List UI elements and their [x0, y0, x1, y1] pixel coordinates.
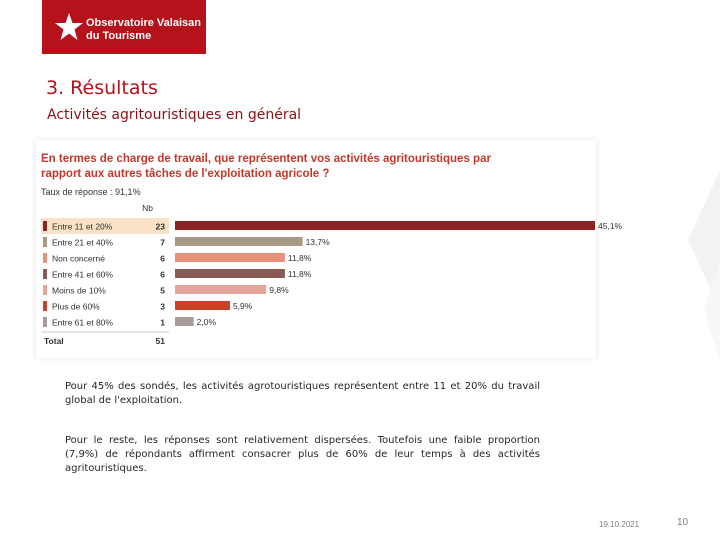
paragraph-1: Pour 45% des sondés, les activités agrotouristiques représentent entre 11 et 20% du travail global de l'exploitation.	[65, 381, 540, 406]
bar	[175, 285, 266, 294]
value-label: 2,0%	[196, 317, 217, 327]
total-label: Total	[44, 336, 64, 346]
bar	[175, 317, 194, 326]
category-swatch	[43, 253, 47, 263]
value-label: 13,7%	[305, 237, 330, 247]
count-column-header: Nb	[142, 203, 153, 213]
category-swatch	[43, 317, 47, 327]
category-label: Plus de 60%	[52, 301, 100, 312]
chart-title-line-1: En termes de charge de travail, que représentent vos activités agritouristiques par	[41, 153, 491, 165]
category-label: Entre 41 et 60%	[52, 269, 113, 280]
logo-line-1: Observatoire Valaisan	[86, 17, 201, 29]
category-label: Entre 11 et 20%	[52, 221, 113, 232]
value-label: 9,8%	[269, 285, 289, 295]
category-swatch	[43, 269, 47, 279]
paragraph-2: Pour le reste, les réponses sont relativement dispersées. Toutefois une faible proportion (7,9%) de répondants affirment consacrer plus de 60% de leur temps à des activités agritouristiques.	[65, 435, 540, 474]
total-value: 51	[155, 336, 165, 346]
value-label: 5,9%	[232, 301, 253, 311]
logo	[42, 0, 206, 54]
page-subtitle: Activités agritouristiques en général	[47, 107, 302, 123]
category-label: Entre 21 et 40%	[52, 237, 113, 248]
category-swatch	[43, 237, 47, 247]
page-number: 10	[677, 517, 689, 528]
count-value: 3	[160, 301, 165, 312]
chart-subtitle: Taux de réponse : 91,1%	[41, 187, 141, 197]
category-swatch	[43, 285, 47, 295]
bar	[175, 301, 230, 310]
count-value: 5	[160, 285, 165, 296]
category-swatch	[43, 301, 47, 311]
bar	[175, 221, 595, 230]
category-label: Moins de 10%	[52, 285, 106, 296]
value-label: 45,1%	[598, 221, 623, 231]
star-icon	[54, 12, 84, 42]
chart-panel	[36, 140, 623, 358]
category-label: Non concerné	[52, 253, 105, 264]
value-label: 11,8%	[287, 253, 312, 263]
slide-date: 19.10.2021	[599, 520, 640, 529]
count-value: 7	[160, 237, 165, 248]
chart-title-line-2: rapport aux autres tâches de l'exploitation agricole ?	[41, 168, 330, 180]
count-value: 6	[160, 269, 165, 280]
logo-line-2: du Tourisme	[86, 30, 152, 42]
bar	[175, 253, 285, 262]
bar	[175, 237, 303, 246]
value-label: 11,8%	[287, 269, 312, 279]
count-value: 23	[155, 221, 165, 232]
bar	[175, 269, 285, 278]
category-label: Entre 61 et 80%	[52, 317, 113, 328]
bar-chart	[36, 140, 623, 358]
corner-decoration	[660, 0, 720, 540]
count-value: 6	[160, 253, 165, 264]
count-value: 1	[160, 317, 165, 328]
page-title: 3. Résultats	[46, 77, 158, 99]
category-swatch	[43, 221, 47, 231]
